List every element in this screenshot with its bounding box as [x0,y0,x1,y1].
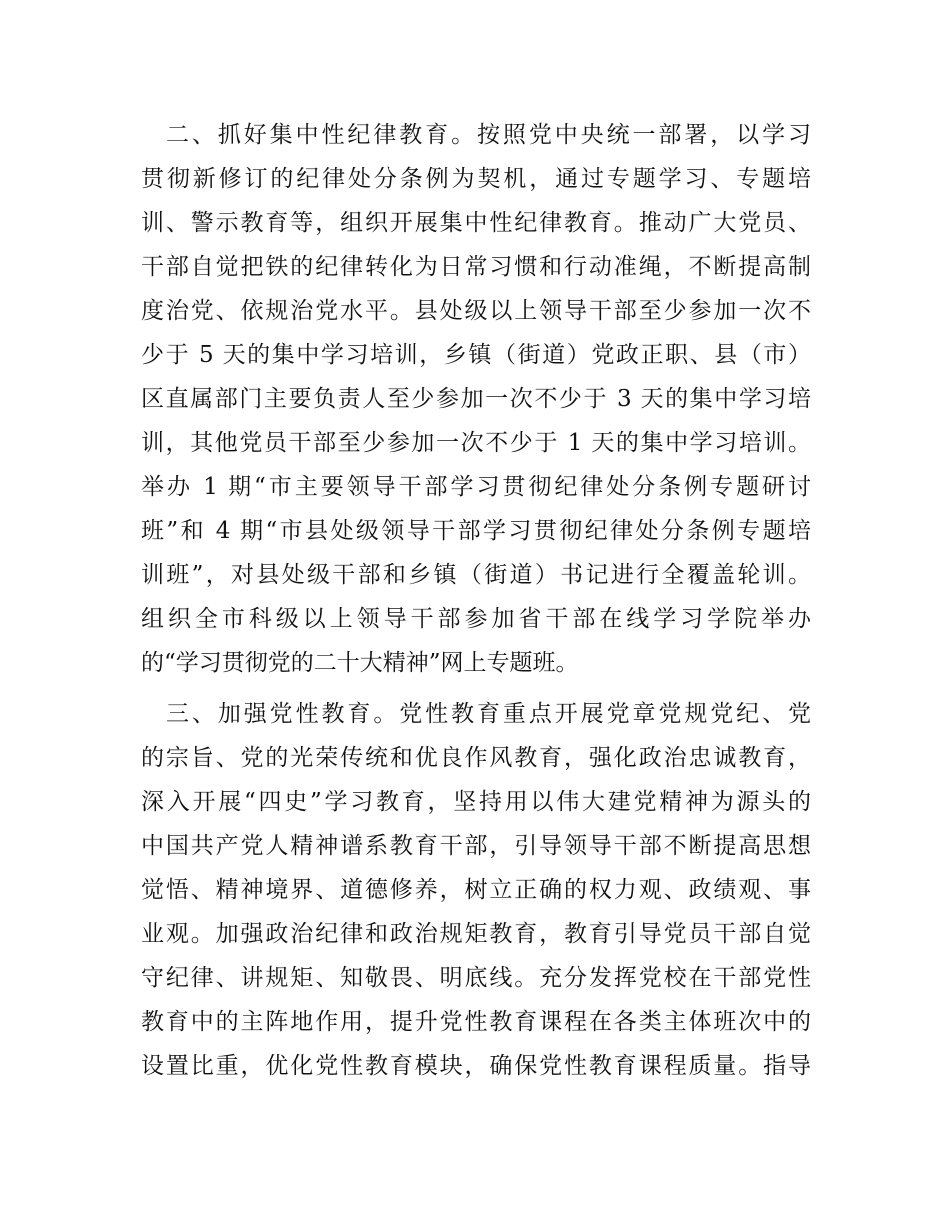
paragraph-line: 贯彻新修订的纪律处分条例为契机，通过专题学习、专题培 [141,166,811,192]
paragraph-line: 的“学习贯彻党的二十大精神”网上专题班。 [141,650,579,676]
paragraph-line: 守纪律、讲规矩、知敬畏、明底线。充分发挥党校在干部党性 [141,965,811,991]
paragraph-line: 业观。加强政治纪律和政治规矩教育，教育引导党员干部自觉 [141,921,811,947]
paragraph-line: 度治党、依规治党水平。县处级以上领导干部至少参加一次不 [141,298,811,324]
paragraph-line: 训，其他党员干部至少参加一次不少于 1 天的集中学习培训。 [141,430,811,456]
paragraph-line: 二、抓好集中性纪律教育。按照党中央统一部署，以学习 [166,122,811,148]
paragraph-line: 举办 1 期“市主要领导干部学习贯彻纪律处分条例专题研讨 [141,474,811,500]
paragraph-line: 干部自觉把铁的纪律转化为日常习惯和行动准绳，不断提高制 [141,254,811,280]
paragraph-line: 区直属部门主要负责人至少参加一次不少于 3 天的集中学习培 [141,386,811,412]
paragraph-line: 教育中的主阵地作用，提升党性教育课程在各类主体班次中的 [141,1009,811,1035]
paragraph-line: 设置比重，优化党性教育模块，确保党性教育课程质量。指导 [141,1053,811,1079]
paragraph-line: 的宗旨、党的光荣传统和优良作风教育，强化政治忠诚教育， [141,745,811,771]
paragraph-party-spirit-education [141,692,811,1088]
paragraph-line: 觉悟、精神境界、道德修养，树立正确的权力观、政绩观、事 [141,877,811,903]
paragraph-line: 训班”，对县处级干部和乡镇（街道）书记进行全覆盖轮训。 [141,562,811,588]
document-body [141,113,811,1088]
paragraph-line: 深入开展“四史”学习教育，坚持用以伟大建党精神为源头的 [141,789,811,815]
paragraph-line: 组织全市科级以上领导干部参加省干部在线学习学院举办 [141,606,811,632]
paragraph-line: 训、警示教育等，组织开展集中性纪律教育。推动广大党员、 [141,210,811,236]
paragraph-line: 中国共产党人精神谱系教育干部，引导领导干部不断提高思想 [141,833,811,859]
paragraph-line: 三、加强党性教育。党性教育重点开展党章党规党纪、党 [166,701,811,727]
paragraph-line: 班”和 4 期“市县处级领导干部学习贯彻纪律处分条例专题培 [141,518,811,544]
paragraph-line: 少于 5 天的集中学习培训，乡镇（街道）党政正职、县（市） [141,342,811,368]
paragraph-discipline-education [141,113,811,685]
